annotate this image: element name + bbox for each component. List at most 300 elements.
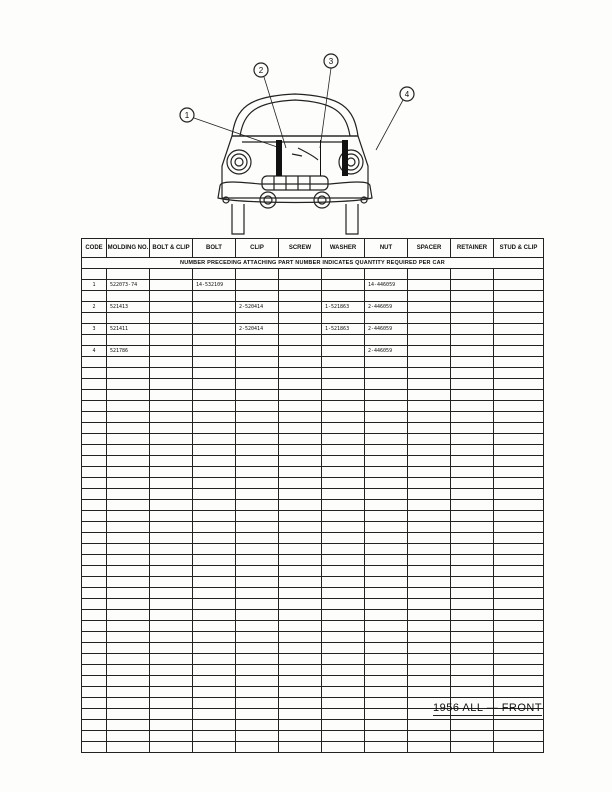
cell-bolt xyxy=(193,445,236,456)
cell-spacer xyxy=(408,456,451,467)
cell-clip xyxy=(236,291,279,302)
cell-screw xyxy=(279,709,322,720)
cell-retainer xyxy=(451,346,494,357)
cell-clip xyxy=(236,280,279,291)
cell-code xyxy=(82,291,107,302)
cell-bolt xyxy=(193,698,236,709)
cell-code xyxy=(82,687,107,698)
cell-molding xyxy=(107,269,150,280)
cell-bolt xyxy=(193,533,236,544)
cell-bolt-clip xyxy=(150,434,193,445)
cell-stud-clip xyxy=(494,577,544,588)
cell-molding xyxy=(107,335,150,346)
cell-spacer xyxy=(408,291,451,302)
cell-bolt xyxy=(193,621,236,632)
cell-clip xyxy=(236,731,279,742)
cell-stud-clip xyxy=(494,632,544,643)
cell-molding xyxy=(107,368,150,379)
cell-retainer xyxy=(451,434,494,445)
cell-screw xyxy=(279,676,322,687)
cell-nut xyxy=(365,544,408,555)
cell-clip xyxy=(236,500,279,511)
cell-molding xyxy=(107,687,150,698)
cell-stud-clip xyxy=(494,500,544,511)
cell-bolt xyxy=(193,390,236,401)
cell-clip xyxy=(236,698,279,709)
cell-bolt xyxy=(193,709,236,720)
cell-code xyxy=(82,379,107,390)
cell-bolt-clip xyxy=(150,698,193,709)
cell-screw xyxy=(279,346,322,357)
cell-screw xyxy=(279,269,322,280)
cell-screw xyxy=(279,698,322,709)
cell-retainer xyxy=(451,654,494,665)
cell-nut xyxy=(365,489,408,500)
cell-spacer xyxy=(408,654,451,665)
cell-bolt-clip xyxy=(150,742,193,753)
cell-nut xyxy=(365,456,408,467)
cell-molding xyxy=(107,544,150,555)
cell-washer xyxy=(322,577,365,588)
cell-retainer xyxy=(451,500,494,511)
cell-molding xyxy=(107,291,150,302)
cell-washer xyxy=(322,643,365,654)
cell-nut xyxy=(365,709,408,720)
cell-nut xyxy=(365,313,408,324)
cell-molding xyxy=(107,621,150,632)
cell-spacer xyxy=(408,368,451,379)
cell-code xyxy=(82,588,107,599)
table-row xyxy=(82,632,544,643)
cell-screw xyxy=(279,423,322,434)
cell-washer xyxy=(322,313,365,324)
cell-bolt-clip xyxy=(150,555,193,566)
cell-molding xyxy=(107,654,150,665)
cell-molding xyxy=(107,720,150,731)
cell-code xyxy=(82,467,107,478)
table-row xyxy=(82,335,544,346)
cell-screw xyxy=(279,500,322,511)
cell-clip: 2-520414 xyxy=(236,302,279,313)
cell-spacer xyxy=(408,379,451,390)
cell-washer xyxy=(322,720,365,731)
table-row xyxy=(82,742,544,753)
cell-stud-clip xyxy=(494,269,544,280)
cell-screw xyxy=(279,599,322,610)
cell-nut: 2-446059 xyxy=(365,346,408,357)
cell-nut xyxy=(365,533,408,544)
cell-molding: 521411 xyxy=(107,324,150,335)
cell-retainer xyxy=(451,522,494,533)
cell-bolt-clip xyxy=(150,401,193,412)
cell-retainer xyxy=(451,445,494,456)
cell-washer xyxy=(322,522,365,533)
cell-retainer xyxy=(451,489,494,500)
cell-spacer xyxy=(408,280,451,291)
cell-clip xyxy=(236,445,279,456)
cell-screw xyxy=(279,522,322,533)
cell-bolt xyxy=(193,368,236,379)
cell-screw xyxy=(279,731,322,742)
cell-spacer xyxy=(408,632,451,643)
cell-bolt-clip xyxy=(150,445,193,456)
cell-clip xyxy=(236,313,279,324)
cell-washer xyxy=(322,588,365,599)
cell-molding xyxy=(107,412,150,423)
cell-bolt xyxy=(193,687,236,698)
cell-bolt xyxy=(193,522,236,533)
cell-retainer xyxy=(451,368,494,379)
table-row xyxy=(82,577,544,588)
cell-washer xyxy=(322,566,365,577)
cell-washer xyxy=(322,368,365,379)
cell-stud-clip xyxy=(494,489,544,500)
cell-molding xyxy=(107,555,150,566)
cell-code xyxy=(82,577,107,588)
cell-stud-clip xyxy=(494,335,544,346)
cell-clip xyxy=(236,610,279,621)
cell-bolt-clip xyxy=(150,467,193,478)
cell-clip xyxy=(236,478,279,489)
cell-bolt xyxy=(193,665,236,676)
table-row xyxy=(82,544,544,555)
cell-nut xyxy=(365,291,408,302)
cell-washer xyxy=(322,698,365,709)
cell-stud-clip xyxy=(494,390,544,401)
callout-1: 1 xyxy=(184,111,190,120)
cell-code: 1 xyxy=(82,280,107,291)
cell-bolt-clip xyxy=(150,269,193,280)
cell-stud-clip xyxy=(494,610,544,621)
cell-nut: 2-446059 xyxy=(365,302,408,313)
cell-bolt xyxy=(193,489,236,500)
table-row xyxy=(82,687,544,698)
cell-clip xyxy=(236,687,279,698)
header-screw: SCREW xyxy=(279,239,322,258)
cell-clip xyxy=(236,379,279,390)
header-bolt-clip: BOLT & CLIP xyxy=(150,239,193,258)
cell-code xyxy=(82,368,107,379)
cell-screw xyxy=(279,632,322,643)
cell-clip xyxy=(236,566,279,577)
table-row xyxy=(82,390,544,401)
cell-washer xyxy=(322,335,365,346)
cell-retainer xyxy=(451,687,494,698)
cell-nut xyxy=(365,698,408,709)
cell-screw xyxy=(279,291,322,302)
cell-bolt xyxy=(193,313,236,324)
cell-molding xyxy=(107,742,150,753)
cell-clip: 2-520414 xyxy=(236,324,279,335)
cell-bolt xyxy=(193,346,236,357)
cell-nut xyxy=(365,654,408,665)
cell-screw xyxy=(279,621,322,632)
cell-retainer xyxy=(451,599,494,610)
cell-screw xyxy=(279,544,322,555)
cell-clip xyxy=(236,632,279,643)
cell-nut xyxy=(365,478,408,489)
cell-bolt-clip xyxy=(150,610,193,621)
cell-code xyxy=(82,478,107,489)
table-row xyxy=(82,467,544,478)
cell-bolt xyxy=(193,731,236,742)
cell-stud-clip xyxy=(494,280,544,291)
cell-bolt xyxy=(193,412,236,423)
cell-spacer xyxy=(408,621,451,632)
cell-nut xyxy=(365,621,408,632)
cell-spacer xyxy=(408,566,451,577)
cell-stud-clip xyxy=(494,522,544,533)
cell-molding xyxy=(107,588,150,599)
cell-bolt xyxy=(193,742,236,753)
cell-spacer xyxy=(408,445,451,456)
table-row xyxy=(82,379,544,390)
cell-clip xyxy=(236,544,279,555)
cell-bolt-clip xyxy=(150,720,193,731)
header-code: CODE xyxy=(82,239,107,258)
cell-washer xyxy=(322,434,365,445)
cell-bolt-clip xyxy=(150,665,193,676)
cell-stud-clip xyxy=(494,621,544,632)
cell-spacer xyxy=(408,731,451,742)
cell-molding xyxy=(107,610,150,621)
cell-clip xyxy=(236,676,279,687)
cell-bolt-clip xyxy=(150,423,193,434)
cell-clip xyxy=(236,346,279,357)
cell-retainer xyxy=(451,478,494,489)
cell-retainer xyxy=(451,269,494,280)
cell-nut xyxy=(365,357,408,368)
cell-washer xyxy=(322,412,365,423)
cell-clip xyxy=(236,588,279,599)
table-row xyxy=(82,456,544,467)
cell-nut xyxy=(365,522,408,533)
cell-nut xyxy=(365,423,408,434)
cell-clip xyxy=(236,390,279,401)
cell-clip xyxy=(236,720,279,731)
table-row xyxy=(82,401,544,412)
cell-code xyxy=(82,357,107,368)
cell-molding xyxy=(107,434,150,445)
cell-washer xyxy=(322,467,365,478)
cell-bolt-clip xyxy=(150,280,193,291)
cell-bolt xyxy=(193,434,236,445)
cell-nut xyxy=(365,742,408,753)
table-row xyxy=(82,302,544,313)
cell-code xyxy=(82,533,107,544)
cell-bolt: 14-532109 xyxy=(193,280,236,291)
attaching-parts-table xyxy=(81,238,544,753)
cell-bolt-clip xyxy=(150,676,193,687)
cell-spacer xyxy=(408,324,451,335)
cell-bolt-clip xyxy=(150,588,193,599)
cell-screw xyxy=(279,577,322,588)
cell-code xyxy=(82,555,107,566)
cell-nut xyxy=(365,566,408,577)
cell-stud-clip xyxy=(494,456,544,467)
cell-bolt xyxy=(193,511,236,522)
cell-stud-clip xyxy=(494,346,544,357)
cell-stud-clip xyxy=(494,533,544,544)
cell-nut xyxy=(365,379,408,390)
cell-bolt xyxy=(193,544,236,555)
cell-code xyxy=(82,390,107,401)
cell-screw xyxy=(279,478,322,489)
cell-bolt xyxy=(193,566,236,577)
cell-code xyxy=(82,566,107,577)
cell-screw xyxy=(279,467,322,478)
cell-code xyxy=(82,511,107,522)
cell-bolt-clip xyxy=(150,335,193,346)
cell-molding: 521413 xyxy=(107,302,150,313)
cell-clip xyxy=(236,577,279,588)
table-row xyxy=(82,357,544,368)
cell-screw xyxy=(279,456,322,467)
cell-stud-clip xyxy=(494,379,544,390)
cell-washer xyxy=(322,632,365,643)
table-row xyxy=(82,566,544,577)
quantity-note: NUMBER PRECEDING ATTACHING PART NUMBER INDICATES QUANTITY REQUIRED PER CAR xyxy=(82,258,544,269)
page-footer-title: 1956 ALL — FRONT xyxy=(433,702,543,714)
cell-bolt xyxy=(193,720,236,731)
cell-bolt xyxy=(193,577,236,588)
cell-screw xyxy=(279,324,322,335)
cell-bolt-clip xyxy=(150,687,193,698)
cell-molding xyxy=(107,445,150,456)
cell-clip xyxy=(236,434,279,445)
cell-spacer xyxy=(408,489,451,500)
cell-bolt-clip xyxy=(150,533,193,544)
cell-nut xyxy=(365,731,408,742)
cell-retainer xyxy=(451,511,494,522)
cell-code xyxy=(82,742,107,753)
cell-nut xyxy=(365,390,408,401)
cell-screw xyxy=(279,643,322,654)
cell-spacer xyxy=(408,335,451,346)
cell-spacer xyxy=(408,720,451,731)
cell-bolt-clip xyxy=(150,511,193,522)
cell-screw xyxy=(279,588,322,599)
cell-bolt-clip xyxy=(150,709,193,720)
cell-screw xyxy=(279,720,322,731)
cell-spacer xyxy=(408,401,451,412)
cell-retainer xyxy=(451,335,494,346)
cell-nut xyxy=(365,401,408,412)
cell-retainer xyxy=(451,610,494,621)
cell-washer xyxy=(322,687,365,698)
cell-code xyxy=(82,654,107,665)
cell-molding xyxy=(107,522,150,533)
table-row xyxy=(82,434,544,445)
cell-bolt-clip xyxy=(150,731,193,742)
cell-clip xyxy=(236,599,279,610)
header-nut: NUT xyxy=(365,239,408,258)
cell-code xyxy=(82,632,107,643)
cell-screw xyxy=(279,390,322,401)
cell-stud-clip xyxy=(494,731,544,742)
cell-screw xyxy=(279,302,322,313)
cell-spacer xyxy=(408,434,451,445)
table-row xyxy=(82,423,544,434)
cell-code xyxy=(82,698,107,709)
cell-spacer xyxy=(408,500,451,511)
cell-stud-clip xyxy=(494,313,544,324)
cell-bolt xyxy=(193,379,236,390)
cell-molding: 522073-74 xyxy=(107,280,150,291)
table-row xyxy=(82,731,544,742)
cell-molding xyxy=(107,676,150,687)
cell-spacer xyxy=(408,544,451,555)
table-row xyxy=(82,599,544,610)
cell-bolt-clip xyxy=(150,346,193,357)
cell-clip xyxy=(236,269,279,280)
cell-bolt-clip xyxy=(150,291,193,302)
cell-clip xyxy=(236,709,279,720)
cell-stud-clip xyxy=(494,654,544,665)
cell-washer xyxy=(322,291,365,302)
cell-spacer xyxy=(408,423,451,434)
cell-bolt xyxy=(193,302,236,313)
cell-bolt xyxy=(193,632,236,643)
table-row xyxy=(82,478,544,489)
cell-screw xyxy=(279,489,322,500)
cell-clip xyxy=(236,412,279,423)
cell-stud-clip xyxy=(494,467,544,478)
cell-clip xyxy=(236,467,279,478)
cell-bolt-clip xyxy=(150,522,193,533)
table-row xyxy=(82,269,544,280)
cell-spacer xyxy=(408,390,451,401)
cell-spacer xyxy=(408,742,451,753)
cell-retainer xyxy=(451,324,494,335)
cell-bolt xyxy=(193,643,236,654)
cell-spacer xyxy=(408,467,451,478)
cell-washer xyxy=(322,280,365,291)
table-row xyxy=(82,511,544,522)
cell-clip xyxy=(236,654,279,665)
cell-screw xyxy=(279,610,322,621)
table-header xyxy=(82,239,544,258)
cell-clip xyxy=(236,665,279,676)
cell-bolt-clip xyxy=(150,566,193,577)
cell-screw xyxy=(279,445,322,456)
cell-washer xyxy=(322,423,365,434)
cell-spacer xyxy=(408,610,451,621)
cell-washer: 1-521863 xyxy=(322,324,365,335)
cell-retainer xyxy=(451,632,494,643)
cell-molding xyxy=(107,467,150,478)
cell-retainer xyxy=(451,643,494,654)
cell-stud-clip xyxy=(494,401,544,412)
cell-spacer xyxy=(408,665,451,676)
cell-code xyxy=(82,500,107,511)
cell-bolt-clip xyxy=(150,390,193,401)
cell-code xyxy=(82,522,107,533)
cell-bolt-clip xyxy=(150,489,193,500)
cell-stud-clip xyxy=(494,599,544,610)
cell-code xyxy=(82,423,107,434)
cell-molding xyxy=(107,401,150,412)
cell-screw xyxy=(279,368,322,379)
cell-bolt-clip xyxy=(150,621,193,632)
cell-code xyxy=(82,456,107,467)
cell-nut xyxy=(365,588,408,599)
cell-clip xyxy=(236,489,279,500)
cell-bolt xyxy=(193,456,236,467)
cell-code xyxy=(82,445,107,456)
cell-bolt xyxy=(193,610,236,621)
cell-nut xyxy=(365,445,408,456)
